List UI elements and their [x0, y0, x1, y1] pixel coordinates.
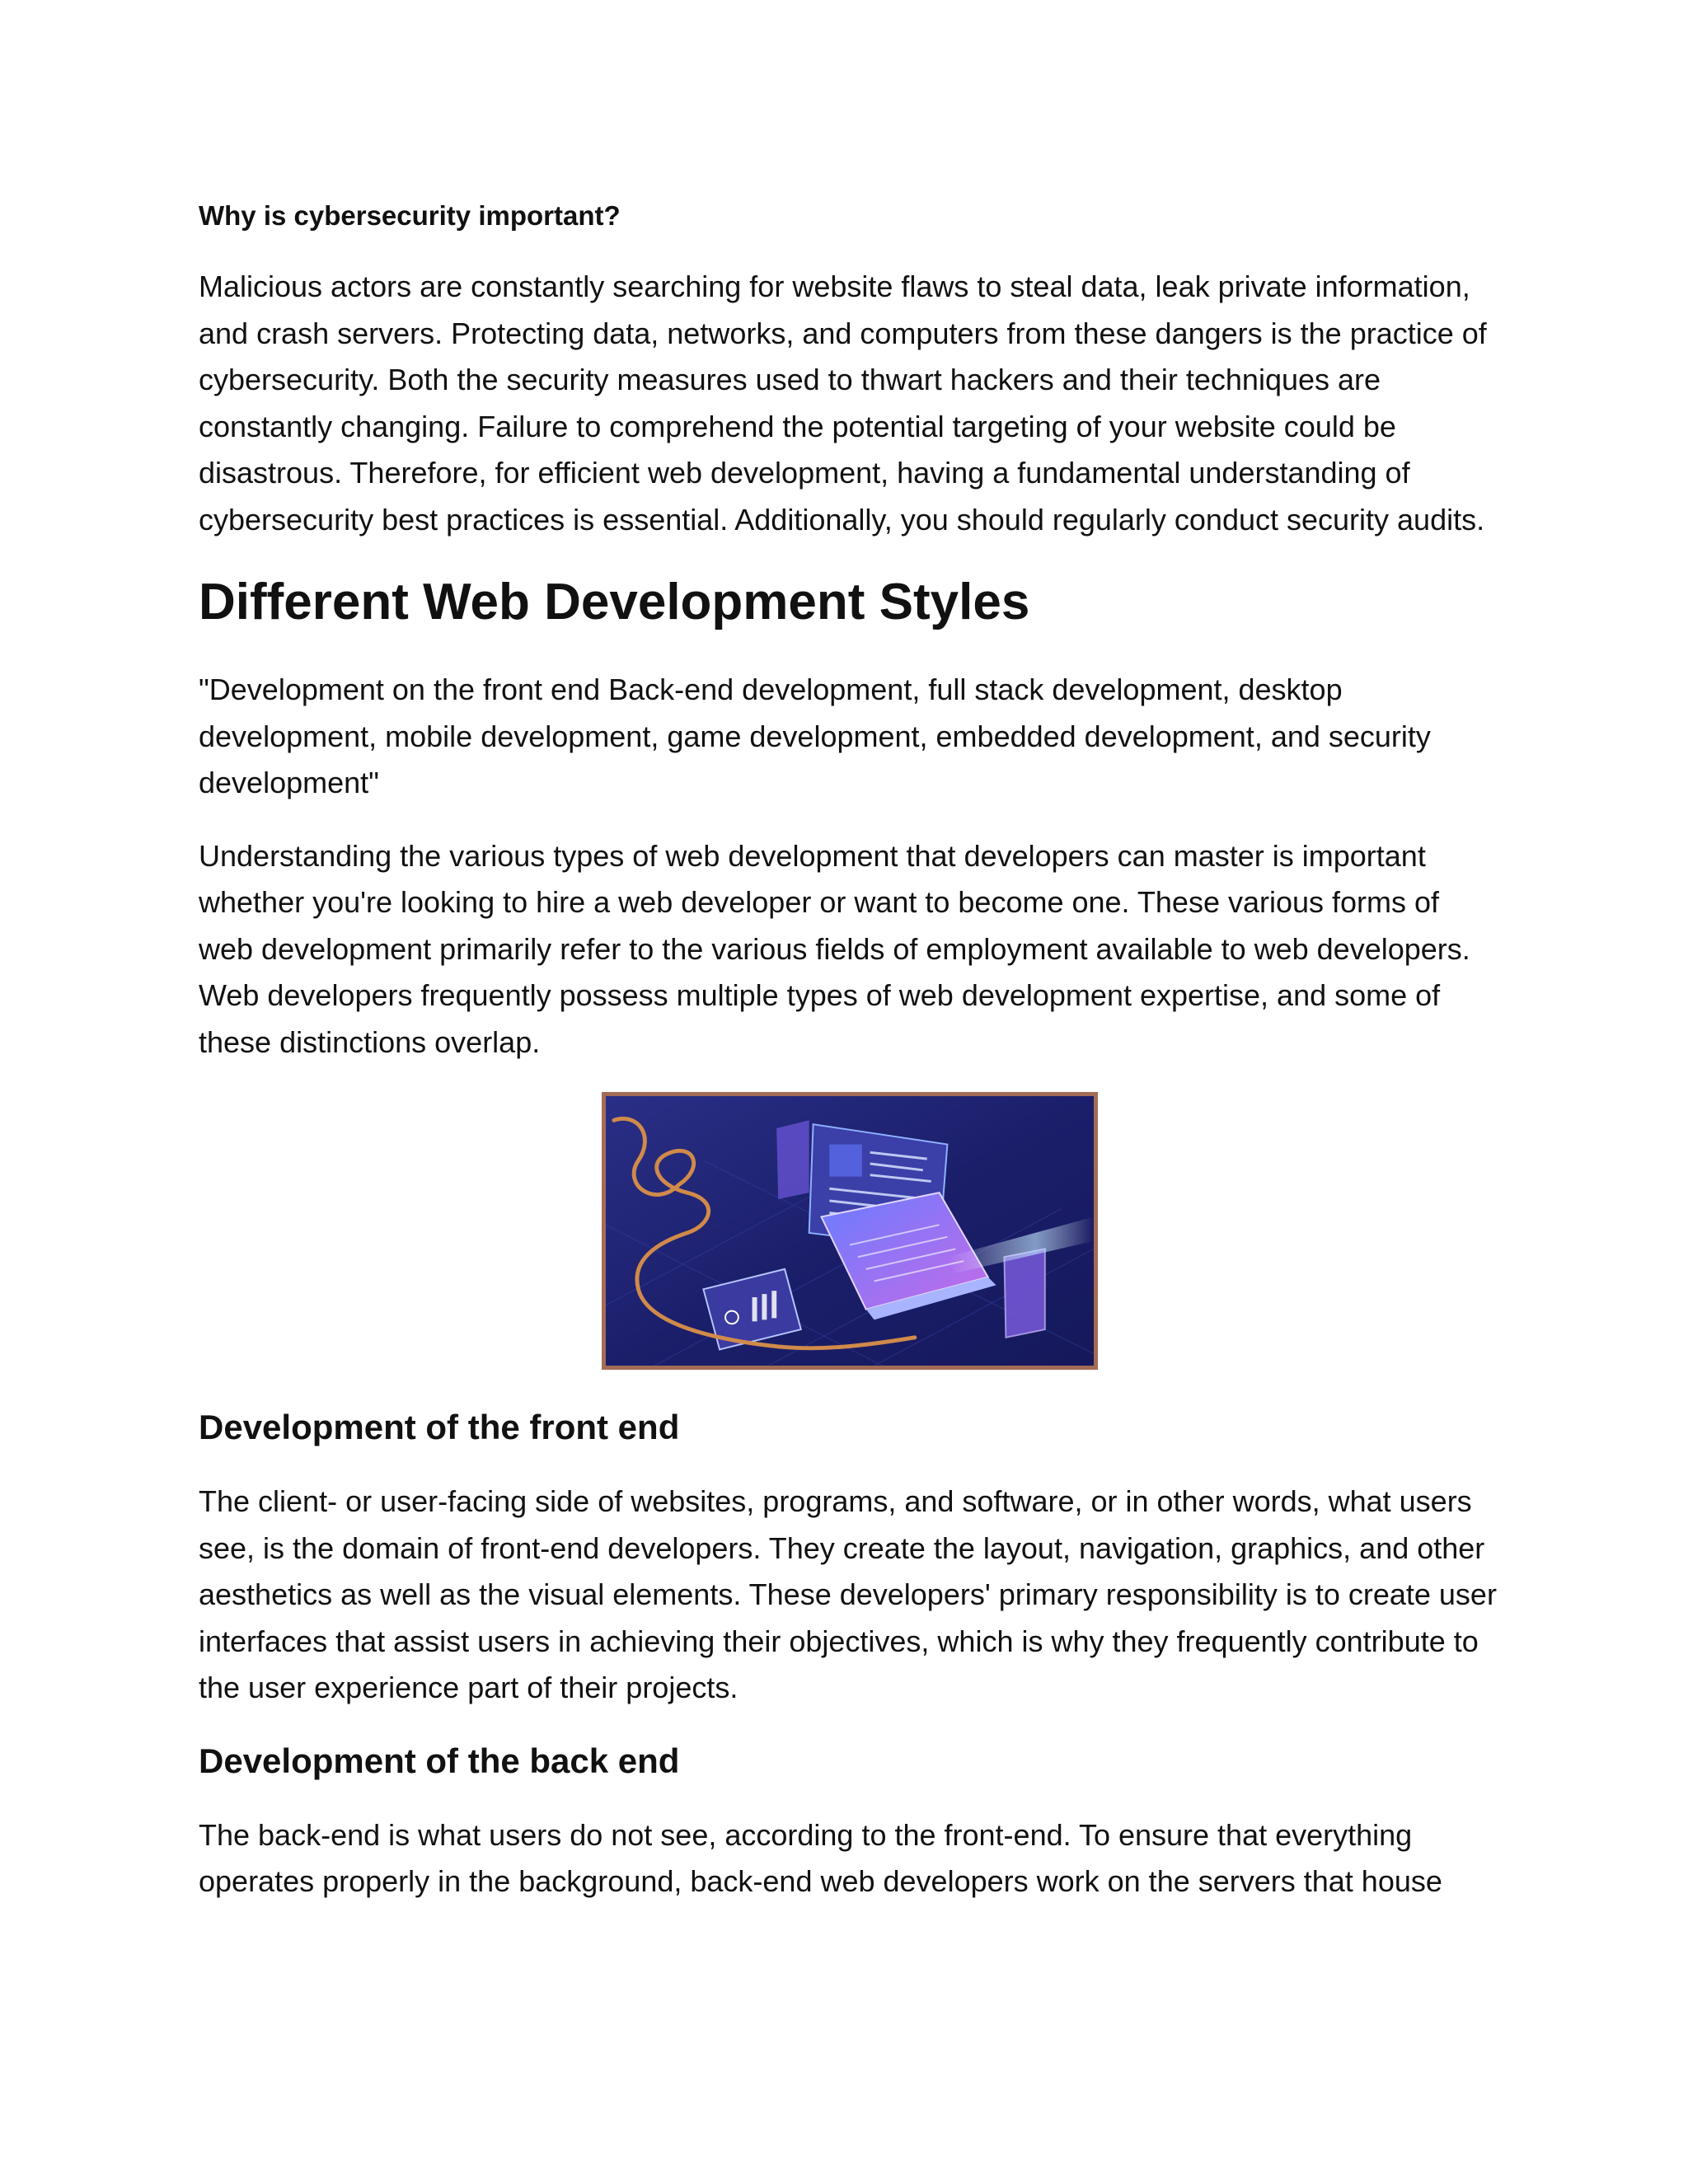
document-content — [199, 198, 1501, 1932]
laptop-dashboard-illustration — [602, 1092, 1098, 1370]
page-title: Different Web Development Styles — [199, 574, 1030, 630]
illustration-svg — [606, 1096, 1094, 1366]
phone-panel-icon — [1004, 1249, 1044, 1337]
figure-container — [199, 1092, 1501, 1370]
paragraph-styles-intro: Understanding the various types of web development that developers can master is important whether you're looking to hire a web developer or want to become one. These various forms of web development primarily refer to the various fields of employment available to web developers. Web developers frequently possess multiple types of web development expertise, and some of these distinctions overlap. — [199, 838, 1470, 1059]
paragraph-styles-list: "Development on the front end Back-end development, full stack development, desktop development, mobile development, game development, embedded development, and security development" — [199, 673, 1431, 799]
paragraph-cybersecurity: Malicious actors are constantly searching for website flaws to steal data, leak private information, and crash servers. Protecting data, networks, and computers from these dangers is the practice of cybersecurity. Both the security measures used to thwart hackers and their techniques are constantly changing. Failure to comprehend the potential targeting of your website could be disastrous. Therefore, for efficient web development, having a fundamental understanding of cybersecurity best practices is essential. Additionally, you should regularly conduct security audits. — [199, 269, 1487, 537]
section-heading-cybersecurity: Why is cybersecurity important? — [199, 200, 621, 231]
paragraph-front-end: The client- or user-facing side of websites, programs, and software, or in other words, what users see, is the domain of front-end developers. They create the layout, navigation, graphics, and other aesthetics as well as the visual elements. These developers' primary responsibility is to create user interfaces that assist users in achieving their objectives, which is why they frequently contribute to the user experience part of their projects. — [199, 1484, 1497, 1704]
side-panel-icon — [776, 1120, 809, 1199]
paragraph-back-end: The back-end is what users do not see, according to the front-end. To ensure that everything operates properly in the background, back-end web developers work on the servers that house — [199, 1817, 1442, 1898]
section-heading-back-end: Development of the back end — [199, 1741, 680, 1780]
section-heading-front-end: Development of the front end — [199, 1408, 680, 1446]
